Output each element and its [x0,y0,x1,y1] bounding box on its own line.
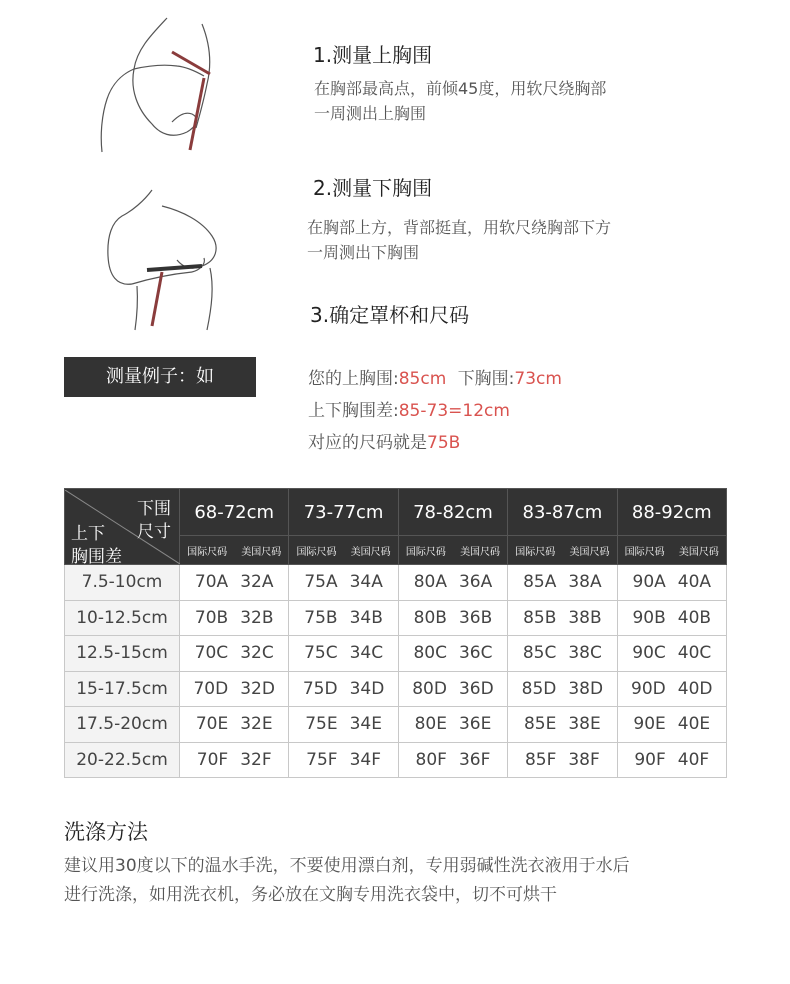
step-2-title: 2.测量下胸围 [313,176,433,200]
size-cell [508,565,617,601]
step-1-desc: 在胸部最高点，前倾45度，用软尺绕胸部 一周测出上胸围 [314,79,607,123]
us-size: 36F [458,749,491,770]
size-cell [617,707,726,743]
wash-desc: 建议用30度以下的温水手洗，不要使用漂白剂，专用弱碱性洗衣液用于水后 进行洗涤，如用洗衣机，务必放在文胸专用洗衣袋中，切不可烘干 [64,856,630,905]
table-row [65,600,727,636]
intl-size: 70A [194,572,229,593]
intl-size: 85C [522,643,557,664]
bust-diff-cell: 20-22.5cm [65,742,180,778]
subheader-cell [180,536,289,565]
intl-size: 80C [413,643,447,664]
intl-size: 85B [523,607,557,628]
us-size: 34C [349,643,384,664]
step-3-title: 3.确定罩杯和尺码 [310,303,470,327]
upper-bust-value: 85cm [398,369,447,389]
us-size: 40D [677,678,713,699]
size-cell [180,636,289,672]
intl-size: 90E [633,714,666,735]
us-size: 34D [349,678,385,699]
table-row [65,565,727,601]
us-size: 40A [677,572,712,593]
column-header: 73-77cm [289,489,398,536]
table-row [65,742,727,778]
us-size: 32E [240,714,273,735]
subheader-cell [289,536,398,565]
column-header: 88-92cm [617,489,726,536]
size-cell [289,742,398,778]
column-header: 78-82cm [398,489,507,536]
intl-size-label: 国际尺码 [515,546,556,558]
size-cell [617,636,726,672]
intl-size-label: 国际尺码 [296,546,337,558]
example-label-box: 测量例子：如 [64,357,256,397]
intl-size: 80F [415,749,447,770]
us-size: 32F [240,749,272,770]
example-upper-lower-line: 您的上胸围:85cm 下胸围:73cm [308,369,562,389]
intl-size: 75B [304,607,338,628]
intl-size: 70B [194,607,229,628]
us-size: 32C [240,643,274,664]
size-cell [289,636,398,672]
us-size: 34A [349,572,383,593]
us-size: 38C [568,643,602,664]
us-size: 38A [568,572,602,593]
intl-size: 90A [632,572,666,593]
size-cell [289,600,398,636]
size-cell [398,565,507,601]
intl-size: 90C [632,643,666,664]
size-cell [398,671,507,707]
us-size: 38E [568,714,601,735]
us-size-label: 美国尺码 [678,546,719,558]
intl-size: 75E [305,714,338,735]
size-cell [289,707,398,743]
intl-size: 85A [523,572,557,593]
us-size: 36E [458,714,492,735]
bust-diff-cell: 15-17.5cm [65,671,180,707]
us-size: 34B [349,607,383,628]
intl-size: 90D [631,678,666,699]
size-cell [398,600,507,636]
bust-diff-cell: 12.5-15cm [65,636,180,672]
size-cell [617,565,726,601]
intl-size: 70E [195,714,229,735]
size-cell [508,636,617,672]
table-row [65,707,727,743]
us-size: 40F [677,749,710,770]
subheader-cell [617,536,726,565]
table-row [65,636,727,672]
intl-size: 80D [412,678,447,699]
us-size-label: 美国尺码 [460,546,501,558]
us-size: 36B [458,607,493,628]
size-cell [508,742,617,778]
size-cell [398,636,507,672]
step-2-desc: 在胸部上方，背部挺直，用软尺绕胸部下方 一周测出下胸围 [307,218,612,262]
us-size: 36A [458,572,493,593]
bust-diff-cell: 7.5-10cm [65,565,180,601]
intl-size: 75A [304,572,338,593]
intl-size: 80B [413,607,447,628]
intl-size: 75F [306,749,338,770]
us-size: 32D [240,678,275,699]
us-size: 32A [240,572,274,593]
us-size: 40C [677,643,712,664]
step-1-title: 1.测量上胸围 [313,43,433,67]
us-size: 38D [568,678,604,699]
us-size-label: 美国尺码 [350,546,391,558]
size-cell [508,600,617,636]
table-row [65,671,727,707]
size-cell [617,742,726,778]
us-size: 32B [240,607,274,628]
us-size: 34F [349,749,381,770]
column-header: 83-87cm [508,489,617,536]
intl-size-label: 国际尺码 [187,546,228,558]
intl-size: 85D [521,678,557,699]
table-corner-header: 下围 尺寸 上下 胸围差 [65,489,180,565]
size-cell [180,600,289,636]
wash-title: 洗涤方法 [64,820,148,844]
size-cell [180,707,289,743]
us-size: 40B [677,607,712,628]
diff-value: 85-73=12cm [398,401,510,421]
intl-size: 90F [634,749,666,770]
intl-size-label: 国际尺码 [624,546,665,558]
size-cell [508,707,617,743]
us-size: 36C [458,643,493,664]
size-cell [180,671,289,707]
intl-size: 70C [194,643,229,664]
intl-size-label: 国际尺码 [405,546,446,558]
example-diff-line: 上下胸围差:85-73=12cm [308,401,510,421]
intl-size: 85F [524,749,557,770]
column-header: 68-72cm [180,489,289,536]
size-cell [180,742,289,778]
example-size-line: 对应的尺码就是75B [308,433,461,453]
size-value: 75B [427,433,461,453]
us-size: 38B [568,607,602,628]
size-cell [289,671,398,707]
lower-bust-value: 73cm [514,369,562,389]
size-cell [180,565,289,601]
intl-size: 70F [196,749,229,770]
intl-size: 85E [523,714,557,735]
us-size-label: 美国尺码 [241,546,282,558]
subheader-cell [508,536,617,565]
intl-size: 80A [413,572,447,593]
size-cell [289,565,398,601]
size-cell [398,707,507,743]
us-size-label: 美国尺码 [569,546,610,558]
intl-size: 80E [414,714,447,735]
size-cell [398,742,507,778]
size-cell [508,671,617,707]
size-table-body [65,565,727,778]
intl-size: 75D [302,678,338,699]
us-size: 34E [349,714,382,735]
upper-bust-illustration [92,14,222,154]
size-cell [617,600,726,636]
bust-diff-cell: 17.5-20cm [65,707,180,743]
us-size: 40E [677,714,711,735]
lower-bust-illustration [92,186,232,331]
intl-size: 70D [193,678,229,699]
intl-size: 75C [304,643,338,664]
us-size: 36D [458,678,494,699]
size-cell [617,671,726,707]
us-size: 38F [568,749,600,770]
intl-size: 90B [632,607,666,628]
size-table [64,488,727,778]
subheader-cell [398,536,507,565]
bust-diff-cell: 10-12.5cm [65,600,180,636]
